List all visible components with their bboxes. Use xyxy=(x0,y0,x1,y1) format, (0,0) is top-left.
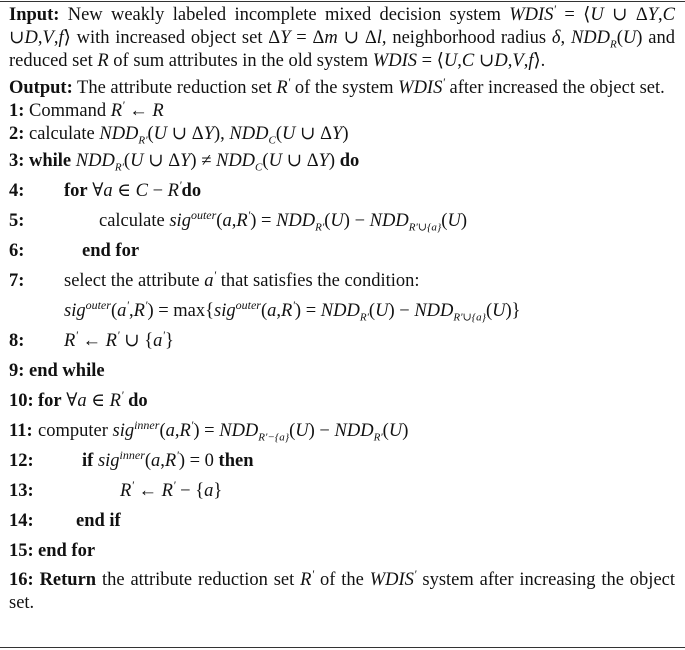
output-label: Output: xyxy=(9,78,73,98)
step-3-number: 3: xyxy=(9,151,25,171)
step-9 xyxy=(9,356,675,386)
step-13-number: 13: xyxy=(9,481,34,501)
step-14-keyword: end if xyxy=(76,511,121,531)
table-top-rule xyxy=(0,1,685,2)
input-section: Input: New weakly labeled incomplete mixed decision system WDIS' = ⟨U ∪ ΔY,C ∪D,V,f⟩ with increased object set ΔY = Δm ∪ Δl, neighborhood radius δ, $NDD_R(U)$ and reduced set R of sum attributes in the old system WDIS = ⟨U,C ∪D,V,f⟩. xyxy=(9,1,675,71)
step-15-keyword: end for xyxy=(38,541,96,561)
step-3-keyword: while xyxy=(29,151,72,171)
step-4-do: do xyxy=(181,181,202,201)
step-2-body: calculate $NDD_{R'}(U$ ∪ ΔY), $NDD_C(U$ ∪ ΔY) xyxy=(29,124,349,147)
step-4-number: 4: xyxy=(9,181,25,201)
step-11-number: 11: xyxy=(9,421,33,441)
step-11-body: computer $sig^{inner}(a,R') = NDD_{R'-\{a\}}(U) - NDD_{R'}(U)$ xyxy=(38,417,409,444)
step-2-text: calculate xyxy=(29,124,95,144)
step-7-body: select the attribute a' that satisfies the condition: xyxy=(64,267,420,291)
step-6 xyxy=(9,236,675,266)
output-system-symbol: WDIS' xyxy=(398,74,445,98)
input-r-symbol: R xyxy=(97,51,109,71)
step-11-text: computer xyxy=(38,421,108,441)
step-16: 16: Return the attribute reduction set R' of the WDIS' system after increasing the object set. xyxy=(9,566,676,613)
step-7-text-2: that satisfies the condition: xyxy=(220,271,420,291)
step-5-number: 5: xyxy=(9,211,25,231)
input-text-5: of sum attributes in the old system xyxy=(108,51,373,71)
input-ndd-formula: $NDD_R(U)$ xyxy=(570,28,643,51)
step-3-body: while $NDD_{R'}(U$ ∪ $\Delta Y) \ne NDD_C(U$ ∪ ΔY) do xyxy=(29,151,360,174)
step-16-text-3: system after increasing the object set. xyxy=(9,570,676,613)
step-15-number: 15: xyxy=(9,541,34,561)
step-8-formula: R' ← R' ∪ {a'} xyxy=(64,327,174,351)
step-1-text: Command xyxy=(29,101,107,121)
step-13 xyxy=(9,476,675,506)
step-10-number: 10: xyxy=(9,391,34,411)
step-11 xyxy=(9,416,675,446)
input-delta-formula: ΔY = Δm ∪ Δl xyxy=(268,28,382,48)
step-16-number: 16: xyxy=(9,570,34,590)
input-new-system-formula: WDIS' = ⟨U ∪ ΔY,C ∪D,V,f⟩ xyxy=(9,1,675,48)
input-label: Input: xyxy=(9,5,60,25)
step-4-body: for ∀a ∈ C − R'do xyxy=(64,177,202,201)
output-text-3: after increased the object set. xyxy=(444,78,665,98)
input-text-1: New weakly labeled incomplete mixed decision system xyxy=(59,5,510,25)
step-1-number: 1: xyxy=(9,101,25,121)
table-bottom-rule xyxy=(0,647,685,648)
step-12-number: 12: xyxy=(9,451,34,471)
step-6-keyword: end for xyxy=(82,241,140,261)
input-text-3: , neighborhood radius xyxy=(381,28,552,48)
input-radius-symbol: δ xyxy=(551,28,561,48)
step-4-keyword: for xyxy=(64,181,88,201)
step-9-number: 9: xyxy=(9,361,25,381)
step-3 xyxy=(9,146,675,176)
output-section xyxy=(9,74,675,100)
step-12-body: if sig$^{inner}$(a,R') = 0 then xyxy=(82,447,254,471)
step-5 xyxy=(9,206,675,236)
step-5-text: calculate xyxy=(99,211,165,231)
step-14-number: 14: xyxy=(9,511,34,531)
step-15 xyxy=(9,536,675,566)
step-7-condition xyxy=(9,296,675,326)
output-text-2: of the system xyxy=(290,78,399,98)
step-12 xyxy=(9,446,675,476)
step-1 xyxy=(9,97,675,123)
step-5-body: calculate $sig^{outer}(a,R') = NDD_{R'}(U) - NDD_{R'\cup\{a\}}(U)$ xyxy=(99,207,468,234)
step-8-number: 8: xyxy=(9,331,25,351)
output-r-symbol: R' xyxy=(276,74,291,98)
step-16-text-1: the attribute reduction set xyxy=(96,570,301,590)
step-2-number: 2: xyxy=(9,124,25,144)
output-text-1: The attribute reduction set xyxy=(72,78,277,98)
algorithm-block xyxy=(9,1,676,615)
step-10-do: do xyxy=(128,391,148,411)
step-7-text-1: select the attribute xyxy=(64,271,200,291)
step-2 xyxy=(9,123,675,146)
step-16-keyword: Return xyxy=(39,570,97,590)
step-10-for: for xyxy=(38,391,62,411)
input-text-2: with increased object set xyxy=(70,28,269,48)
step-7-number: 7: xyxy=(9,271,25,291)
step-7-condition-formula: $sig^{outer}(a',R') = \max\{sig^{outer}(a,R') = NDD_{R'}(U) - NDD_{R'\cup\{a\}}(U)\}$ xyxy=(64,297,521,324)
step-3-do: do xyxy=(339,151,360,171)
step-9-keyword: end while xyxy=(29,361,105,381)
step-1-body: Command R' ← R xyxy=(29,97,164,121)
step-6-number: 6: xyxy=(9,241,25,261)
input-text-4: and reduced set xyxy=(9,28,675,71)
step-12-then: then xyxy=(218,451,254,471)
step-7 xyxy=(9,266,675,296)
step-8 xyxy=(9,326,675,356)
step-14 xyxy=(9,506,675,536)
step-10-body: for ∀a ∈ R' do xyxy=(38,387,148,411)
step-16-text-2: of the xyxy=(314,570,370,590)
step-4 xyxy=(9,176,675,206)
input-old-system-formula: WDIS = ⟨U,C ∪D,V,f⟩ xyxy=(372,51,541,71)
step-12-if: if xyxy=(82,451,94,471)
step-13-formula: R' ← R' − {a} xyxy=(120,477,223,501)
step-10 xyxy=(9,386,675,416)
